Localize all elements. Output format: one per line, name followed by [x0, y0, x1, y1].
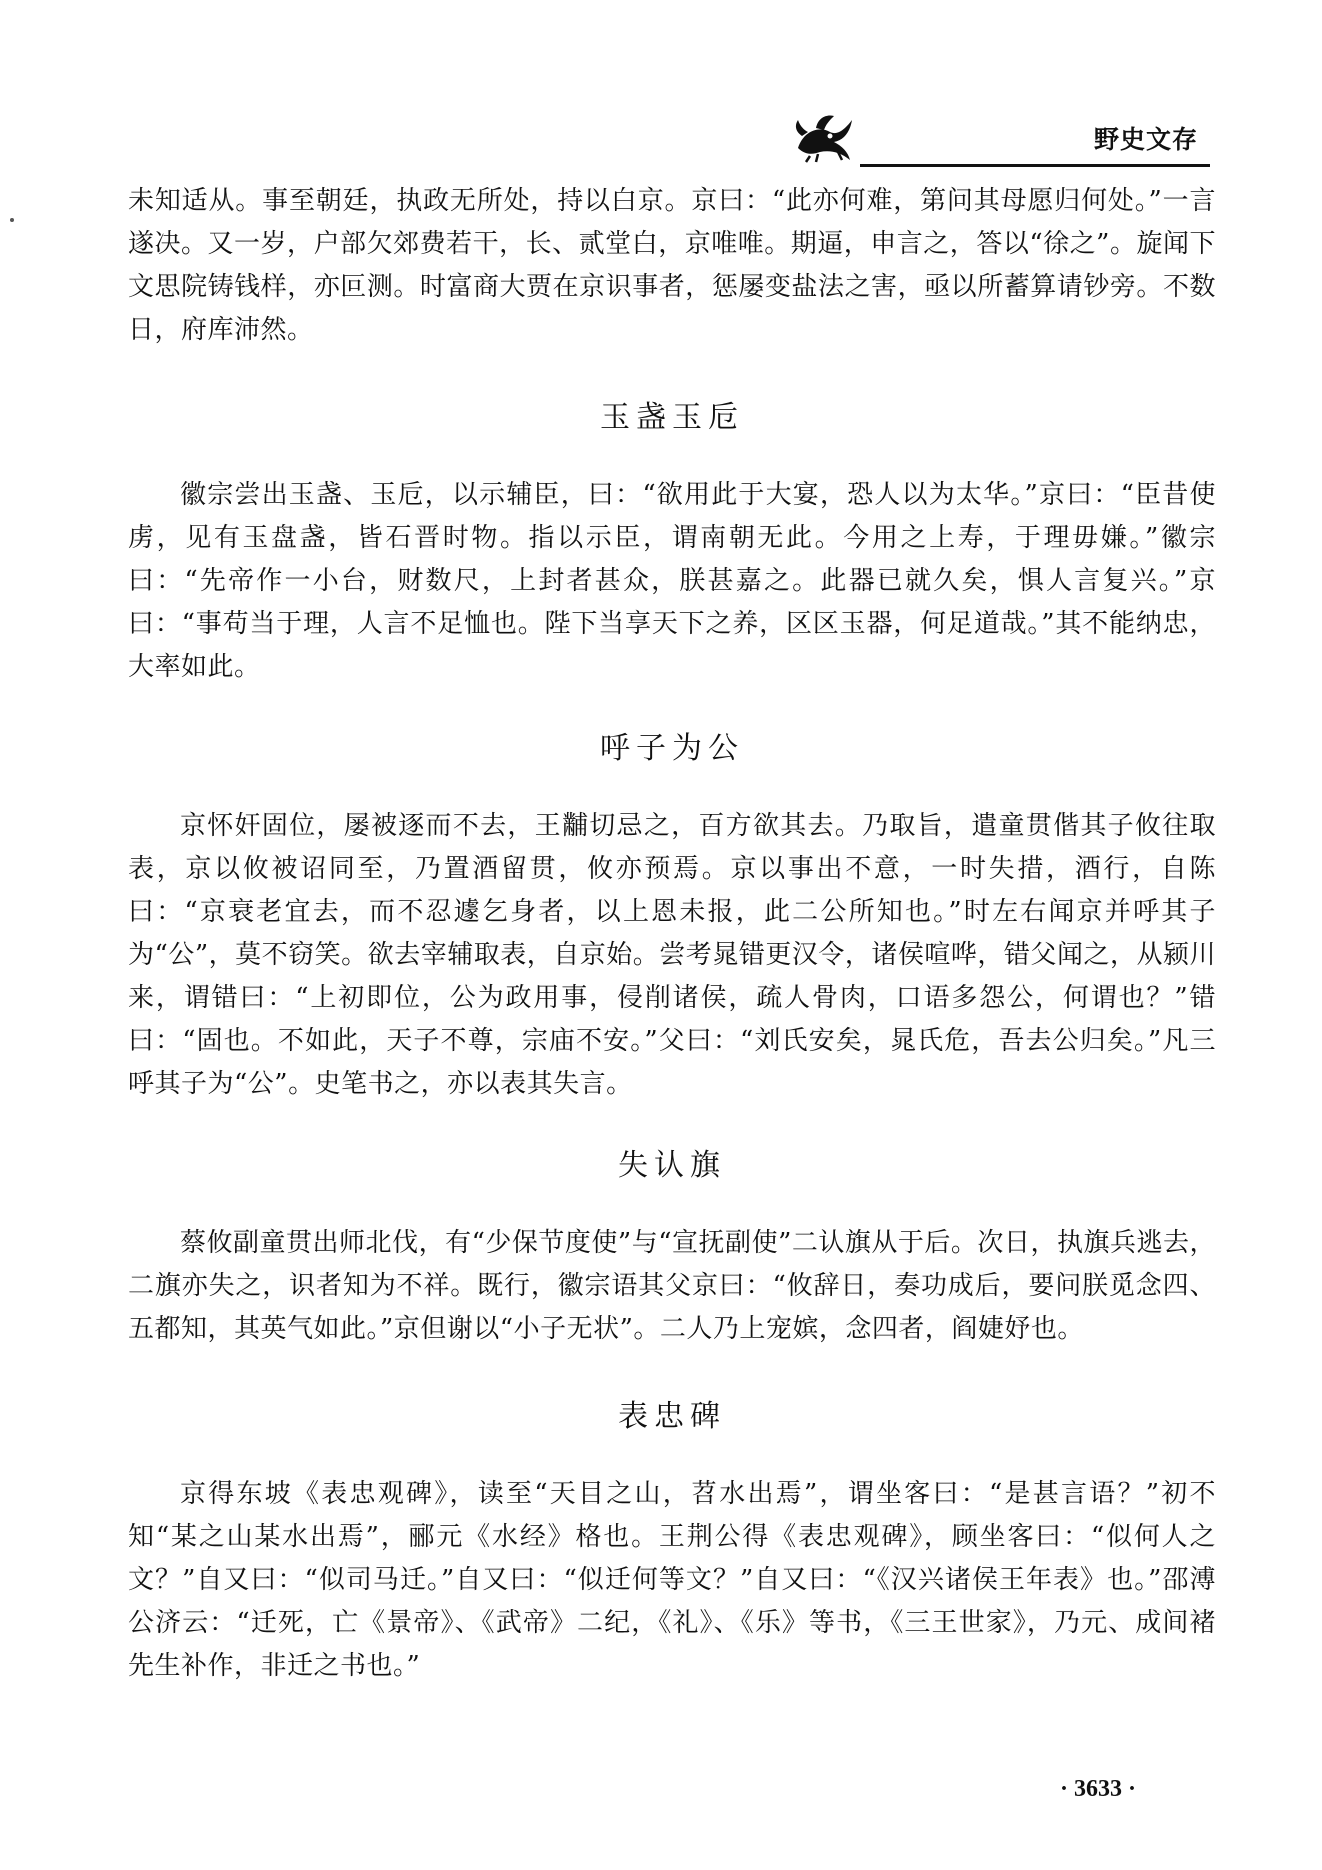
margin-speck	[10, 218, 14, 222]
page-body	[128, 180, 1216, 1688]
running-header	[790, 108, 1210, 168]
section-text-huzi-weigong: 京怀奸固位，屡被逐而不去，王黼切忌之，百方欲其去。乃取旨，遣童贯偕其子攸往取表，京以攸被诏同至，乃置酒留贯，攸亦预焉。京以事出不意，一时失措，酒行，自陈曰：“京衰老宜去，而不忍遽乞身者，以上恩未报，此二公所知也。”时左右闻京并呼其子为“公”，莫不窃笑。欲去宰辅取表，自京始。尝考晁错更汉令，诸侯喧哗，错父闻之，从颍川来，谓错曰：“上初即位，公为政用事，侵削诸侯，疏人骨肉，口语多怨公，何谓也？”错曰：“固也。不如此，天子不尊，宗庙不安。”父曰：“刘氏安矣，晁氏危，吾去公归矣。”凡三呼其子为“公”。史笔书之，亦以表其失言。	[128, 811, 1216, 1099]
section-text-biaozhong-bei: 京得东坡《表忠观碑》，读至“天目之山，苕水出焉”，谓坐客曰：“是甚言语？”初不知“某之山某水出焉”，郦元《水经》格也。王荆公得《表忠观碑》，顾坐客曰：“似何人之文？”自又曰：“似司马迁。”自又曰：“似迁何等文？”自又曰：“《汉兴诸侯王年表》也。”邵溥公济云：“迁死，亡《景帝》、《武帝》二纪，《礼》、《乐》等书，《三王世家》，乃元、成间褚先生补作，非迁之书也。”	[128, 1479, 1216, 1681]
intro-paragraph: 未知适从。事至朝廷，执政无所处，持以白京。京曰：“此亦何难，第问其母愿归何处。”一言遂决。又一岁，户部欠郊费若干，长、贰堂白，京唯唯。期逼，申言之，答以“徐之”。旋闻下文思院铸钱样，亦叵测。时富商大贾在京识事者，惩屡变盐法之害，亟以所蓄算请钞旁。不数日，府库沛然。	[128, 186, 1216, 345]
section-title-shi-renqi: 失认旗	[618, 1148, 726, 1183]
section-text-yuzhan-yuzhi: 徽宗尝出玉盏、玉卮，以示辅臣，曰：“欲用此于大宴，恐人以为太华。”京曰：“臣昔使虏，见有玉盘盏，皆石晋时物。指以示臣，谓南朝无此。今用之上寿，于理毋嫌。”徽宗曰：“先帝作一小台，财数尺，上封者甚众，朕甚嘉之。此器已就久矣，惧人言复兴。”京曰：“事苟当于理，人言不足恤也。陛下当享天下之养，区区玉器，何足道哉。”其不能纳忠，大率如此。	[128, 480, 1216, 682]
dragon-logo-icon	[790, 108, 860, 164]
section-title-yuzhan-yuzhi: 玉盏玉卮	[600, 400, 744, 435]
header-title: 野史文存	[1093, 125, 1198, 154]
section-title-biaozhong-bei: 表忠碑	[618, 1399, 726, 1434]
header-rule	[860, 164, 1210, 167]
section-title-huzi-weigong: 呼子为公	[600, 731, 744, 766]
section-text-shi-renqi: 蔡攸副童贯出师北伐，有“少保节度使”与“宣抚副使”二认旗从于后。次日，执旗兵逃去，二旗亦失之，识者知为不祥。既行，徽宗语其父京曰：“攸辞日，奏功成后，要问朕觅念四、五都知，其英气如此。”京但谢以“小子无状”。二人乃上宠嫔，念四者，阎婕妤也。	[128, 1228, 1216, 1344]
page-number: · 3633 ·	[1060, 1776, 1137, 1802]
